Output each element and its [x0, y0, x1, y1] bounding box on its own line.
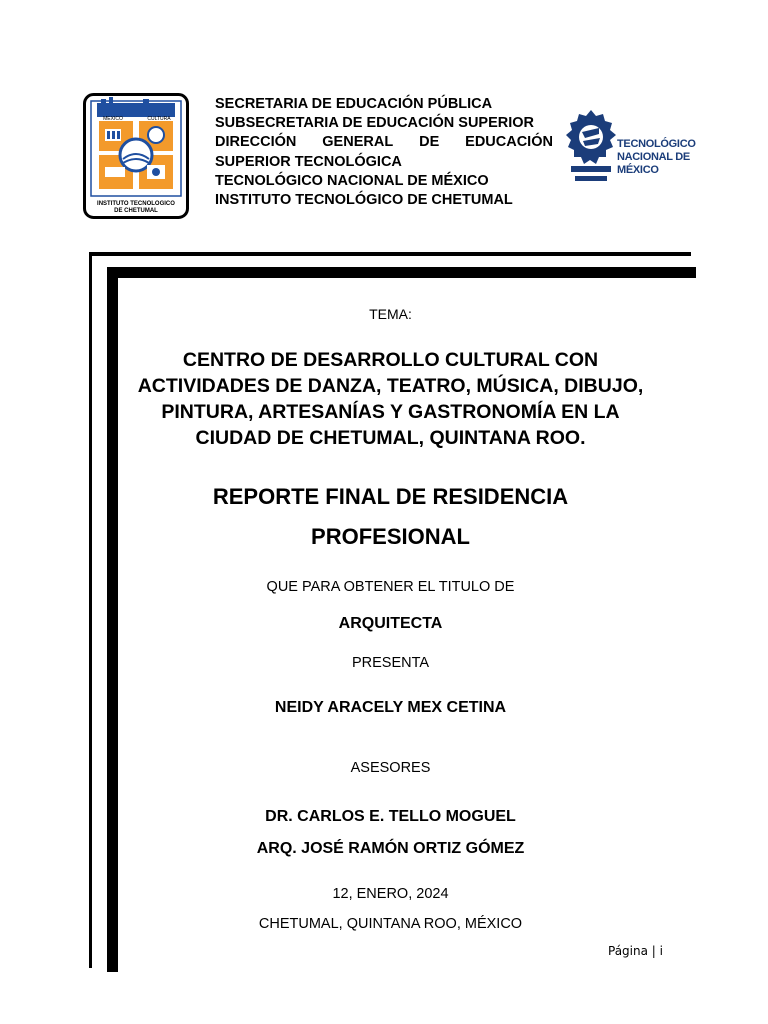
header-line-2: SUBSECRETARIA DE EDUCACIÓN SUPERIOR: [215, 115, 535, 132]
header-line-1: SECRETARIA DE EDUCACIÓN PÚBLICA: [215, 96, 493, 112]
thesis-title-line: PINTURA, ARTESANÍAS Y GASTRONOMÍA EN LA: [161, 401, 620, 423]
header-line-6: INSTITUTO TECNOLÓGICO DE CHETUMAL: [215, 192, 513, 209]
thesis-title: [118, 347, 663, 451]
institution-header: [215, 95, 553, 210]
report-type: [118, 477, 663, 557]
tema-label: TEMA:: [369, 306, 412, 322]
logo-left-top-left-text: MEXICO: [103, 116, 123, 122]
thesis-title-line: CENTRO DE DESARROLLO CULTURAL CON: [182, 349, 599, 371]
tecnm-logo-line1: TECNOLÓGICO: [617, 138, 696, 150]
author-name: NEIDY ARACELY MEX CETINA: [274, 699, 507, 716]
frame-thin-top-border: [89, 252, 691, 256]
tecnm-logo-text: [617, 138, 725, 177]
document-date: 12, ENERO, 2024: [332, 886, 449, 902]
tecnm-gear-icon: [565, 108, 617, 190]
advisor-name-1: DR. CARLOS E. TELLO MOGUEL: [265, 808, 516, 825]
header-line-3-word: EDUCACIÓN: [465, 134, 553, 151]
logo-left-top-right-text: CULTURA: [147, 116, 171, 122]
obtain-title-text: QUE PARA OBTENER EL TITULO DE: [266, 579, 515, 595]
logo-left-bottom-line2: DE CHETUMAL: [114, 208, 158, 214]
header-line-3-word: GENERAL: [322, 134, 394, 151]
header-line-3: [215, 133, 553, 152]
report-type-line: PROFESIONAL: [311, 524, 470, 549]
tecnm-logo-line2: NACIONAL DE MÉXICO: [617, 151, 690, 176]
document-place: CHETUMAL, QUINTANA ROO, MÉXICO: [258, 916, 523, 932]
header-line-4: SUPERIOR TECNOLÓGICA: [215, 153, 402, 170]
advisor-name-2: ARQ. JOSÉ RAMÓN ORTIZ GÓMEZ: [256, 840, 525, 857]
header-line-5: TECNOLÓGICO NACIONAL DE MÉXICO: [215, 172, 489, 189]
advisors-label: ASESORES: [350, 760, 431, 776]
frame-thin-left-border: [89, 252, 92, 968]
frame-thick-top-border: [107, 267, 696, 278]
tecnm-logo: [565, 108, 725, 190]
degree-title: ARQUITECTA: [338, 615, 443, 632]
page-number: Página | i: [608, 944, 663, 958]
thesis-title-line: ACTIVIDADES DE DANZA, TEATRO, MÚSICA, DIBUJO,: [137, 375, 644, 397]
report-type-line: REPORTE FINAL DE RESIDENCIA: [212, 484, 569, 509]
logo-left-bottom-line1: INSTITUTO TECNOLOGICO: [97, 201, 175, 207]
header-line-3-word: DE: [419, 134, 440, 151]
thesis-title-line: CIUDAD DE CHETUMAL, QUINTANA ROO.: [195, 427, 586, 449]
header-line-3-word: DIRECCIÓN: [215, 134, 297, 151]
frame-thick-left-border: [107, 267, 118, 972]
presents-text: PRESENTA: [351, 655, 430, 671]
chetumal-institute-logo: [83, 93, 189, 219]
